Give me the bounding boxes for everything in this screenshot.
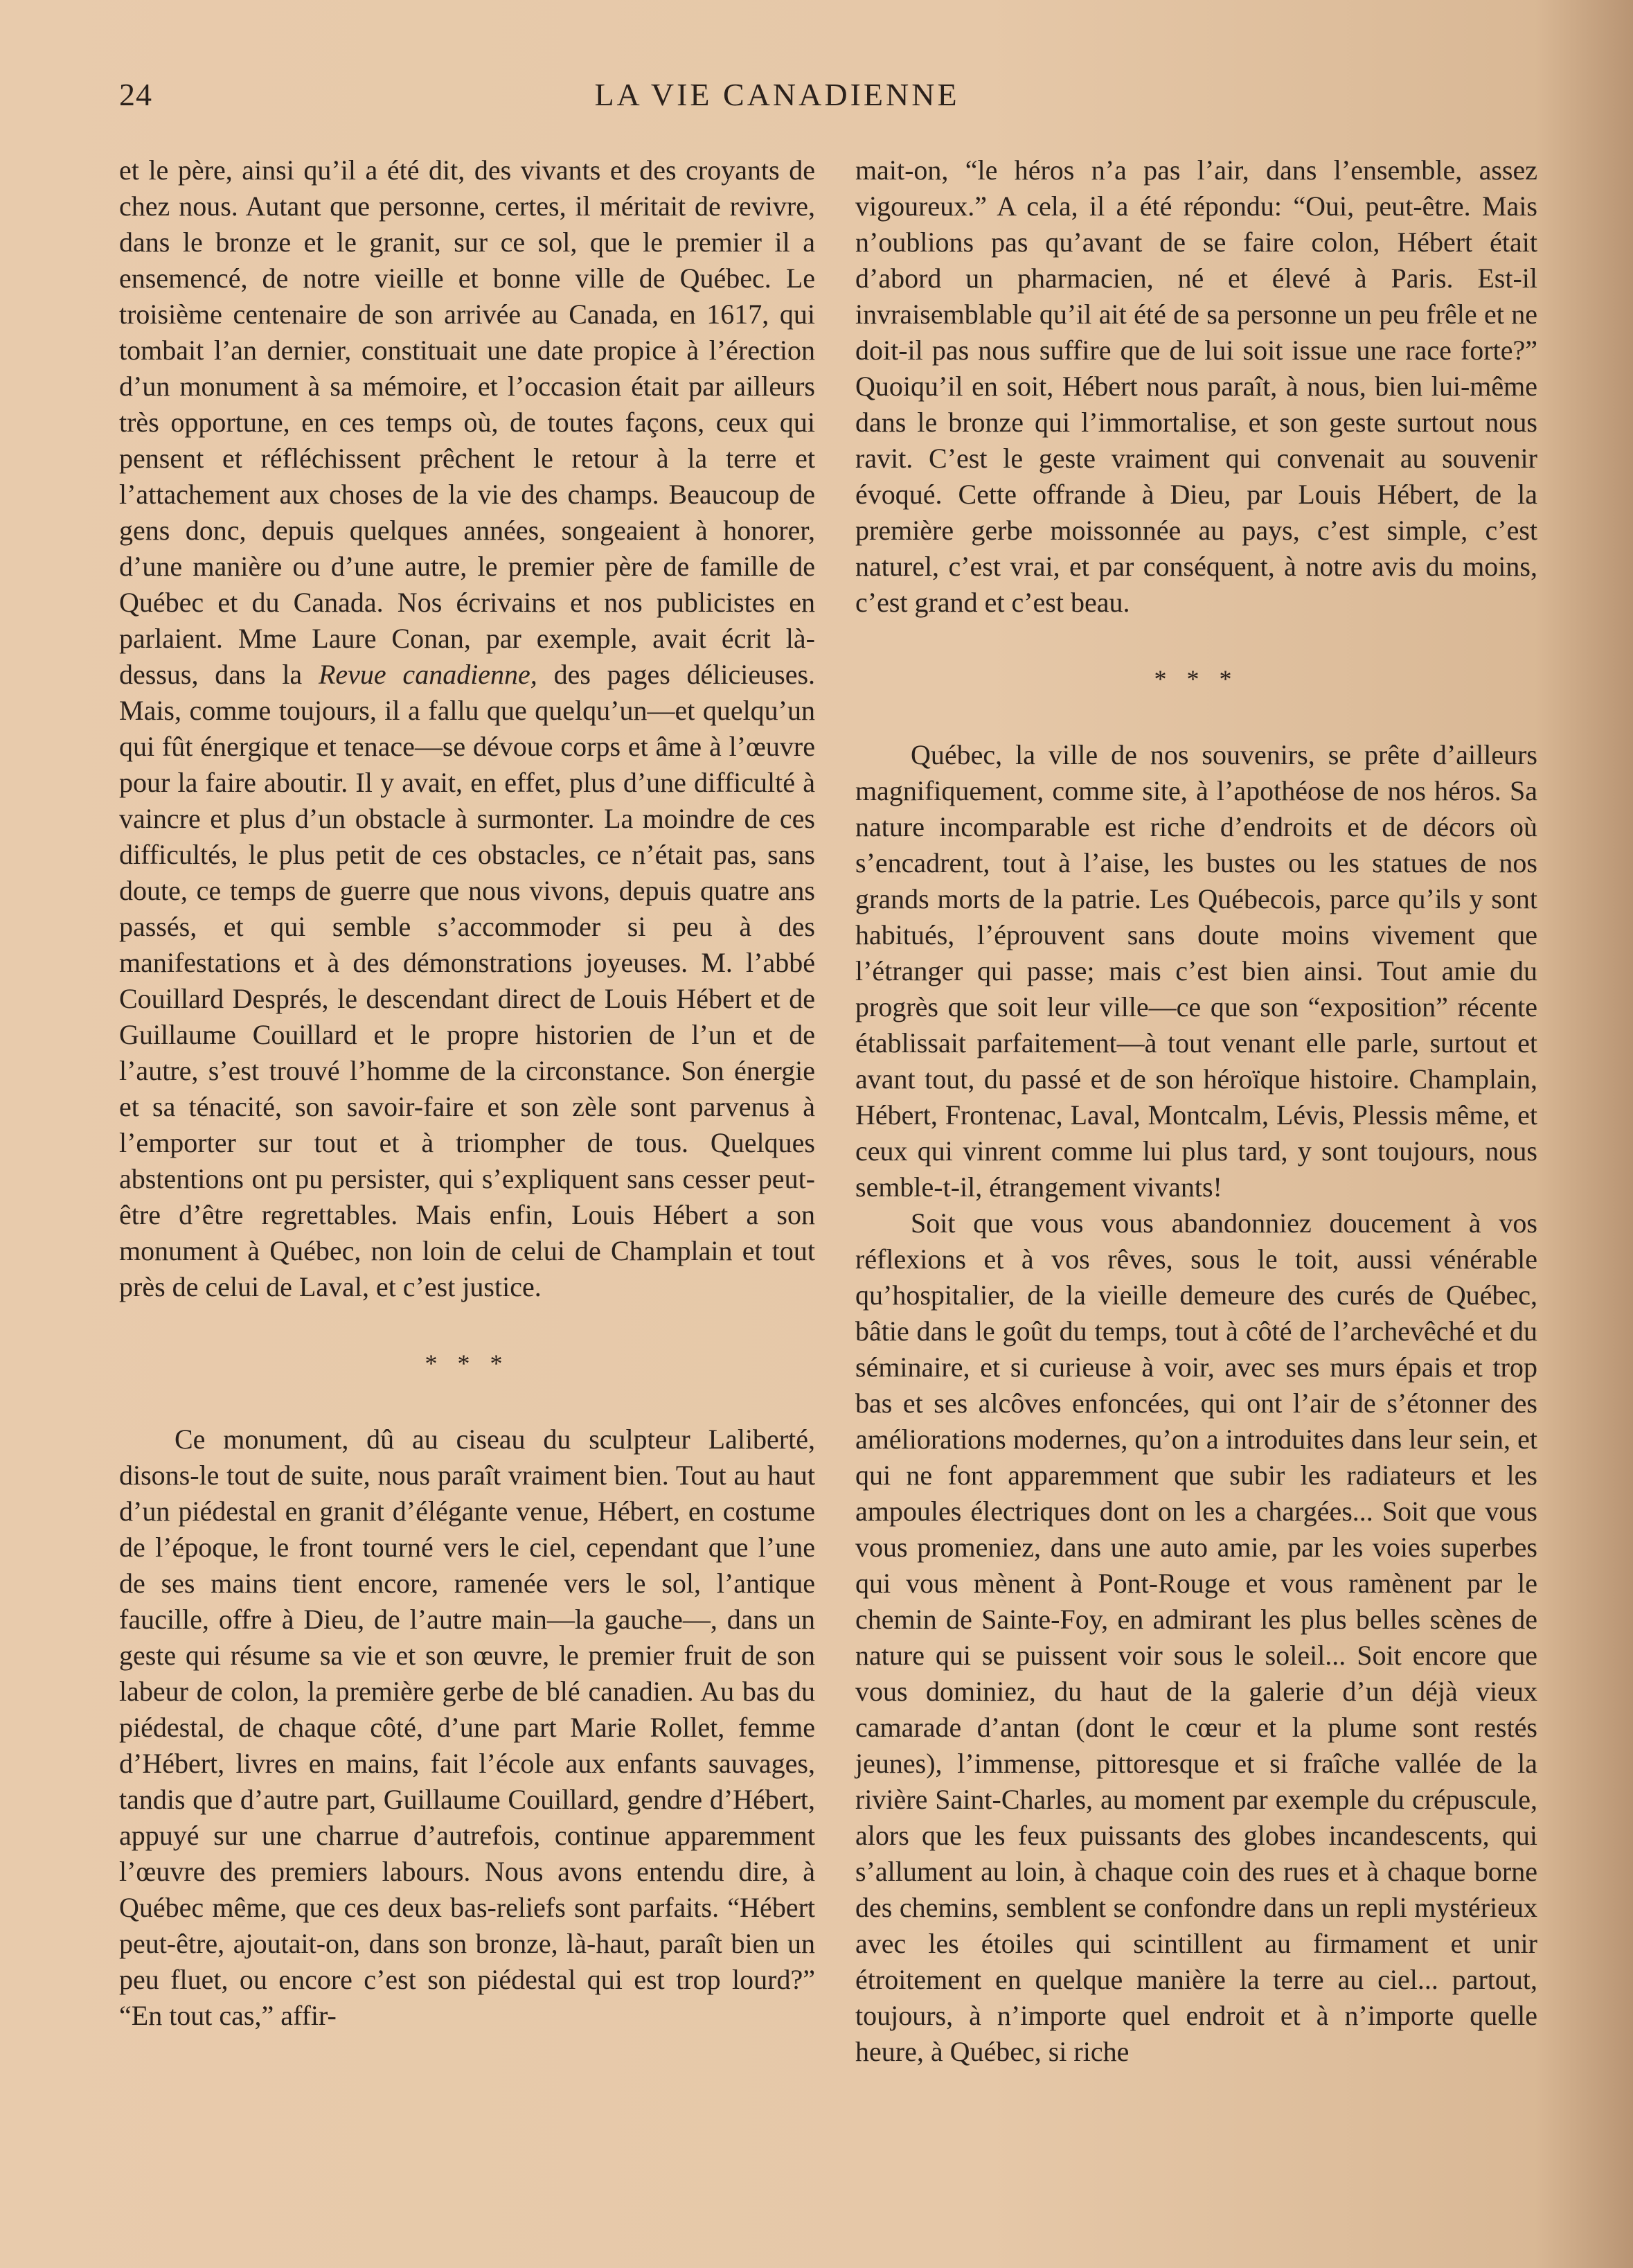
journal-title: LA VIE CANADIENNE [594, 77, 960, 112]
spacer [119, 1305, 815, 1341]
revue-canadienne-italic: Revue canadienne, [318, 659, 537, 690]
spacer [855, 621, 1537, 657]
left-paragraph-1-rest: des pages délicieuses. Mais, comme toujours, il a fallu que quelqu’un—et quelqu’un qui fût énergique et tenace—se dévoue corps et âme à l’œuvre pour la faire aboutir. Il y avait, en effet, plus d’une difficulté à vaincre et plus d’un obstacle à surmonter. La moindre de ces difficultés, le plus petit de ces obstacles, ce n’était pas, sans doute, ce temps de guerre que nous vivons, depuis quatre ans passés, et qui semble s’accommoder si peu à des manifestations et à des démonstrations joyeuses. M. l’abbé Couillard Després, le descendant direct de Louis Hébert et de Guillaume Couillard et le propre historien de l’un et de l’autre, s’est trouvé l’homme de la circonstance. Son énergie et sa ténacité, son savoir-faire et son zèle sont parvenus à l’emporter sur tout et à triompher de tous. Quelques abstentions ont pu persister, qui s’expliquent sans cesser peut-être d’être regrettables. Mais enfin, Louis Hébert a son monument à Québec, non loin de celui de Champlain et tout près de celui de Laval, et c’est justice. [119, 659, 816, 1302]
page-number: 24 [119, 77, 152, 112]
left-paragraph-1 [119, 152, 815, 1305]
spacer [855, 701, 1537, 737]
section-separator-right: * * * [1154, 665, 1239, 693]
spacer [119, 1385, 815, 1421]
right-paragraph-1: mait-on, “le héros n’a pas l’air, dans l’ensemble, assez vigoureux.” A cela, il a été répondu: “Oui, peut-être. Mais n’oublions pas qu’avant de se faire colon, Hébert était d’abord un pharmacien, né et élevé à Paris. Est-il invraisemblable qu’il ait été de sa personne un peu frêle et ne doit-il pas nous suffire que de lui soit issue une race forte?” Quoiqu’il en soit, Hébert nous paraît, à nous, bien lui-même dans le bronze qui l’immortalise, et son geste surtout nous ravit. C’est le geste vraiment qui convenait au souvenir évoqué. Cette offrande à Dieu, par Louis Hébert, de la première gerbe moissonnée au pays, c’est simple, c’est naturel, c’est vrai, et par conséquent, à notre avis du moins, c’est grand et c’est beau. [855, 154, 1537, 618]
left-paragraph-1-text: et le père, ainsi qu’il a été dit, des vivants et des croyants de chez nous. Autant que personne, certes, il méritait de revivre, dans le bronze et le granit, sur ce sol, que le premier il a ensemencé, de notre vieille et bonne ville de Québec. Le troisième centenaire de son arrivée au Canada, en 1617, qui tombait l’an dernier, constituait une date propice à l’érection d’un monument à sa mémoire, et l’occasion était par ailleurs très opportune, en ces temps où, de toutes façons, ceux qui pensent et réfléchissent prêchent le retour à la terre et l’attachement aux choses de la vie des champs. Beaucoup de gens donc, depuis quelques années, songeaient à honorer, d’une manière ou d’une autre, le premier père de famille de Québec et du Canada. Nos écrivains et nos publicistes en parlaient. Mme Laure Conan, par exemple, avait écrit là-dessus, dans la [119, 154, 815, 690]
page-header [119, 76, 1435, 125]
left-column [119, 152, 815, 2034]
right-column [855, 152, 1537, 2070]
right-paragraph-2: Québec, la ville de nos souvenirs, se prête d’ailleurs magnifiquement, comme site, à l’apothéose de nos héros. Sa nature incomparable est riche d’endroits et de décors où s’encadrent, tout à l’aise, les bustes ou les statues de nos grands morts de la patrie. Les Québecois, parce qu’ils y sont habitués, l’éprouvent sans doute moins vivement que l’étranger qui passe; mais c’est bien ainsi. Tout amie du progrès que soit leur ville—ce que son “exposition” récente établissait parfaitement—à tout venant elle parle, surtout et avant tout, du passé et de son héroïque histoire. Champlain, Hébert, Frontenac, Laval, Montcalm, Lévis, Plessis même, et ceux qui vinrent comme lui plus tard, y sont toujours, nous semble-t-il, étrangement vivants! [855, 739, 1537, 1203]
left-paragraph-2: Ce monument, dû au ciseau du sculpteur Laliberté, disons-le tout de suite, nous paraît vraiment bien. Tout au haut d’un piédestal en granit d’élégante venue, Hébert, en costume de l’époque, le front tourné vers le ciel, cependant que l’une de ses mains tient encore, ramenée vers le sol, l’antique faucille, offre à Dieu, de l’autre main—la gauche—, dans un geste qui résume sa vie et son œuvre, le premier fruit de son labeur de colon, la première gerbe de blé canadien. Au bas du piédestal, de chaque côté, d’une part Marie Rollet, femme d’Hébert, livres en mains, fait l’école aux enfants sauvages, tandis que d’autre part, Guillaume Couillard, gendre d’Hébert, appuyé sur une charrue d’autrefois, continue apparemment l’œuvre des premiers labours. Nous avons entendu dire, à Québec même, que ces deux bas-reliefs sont parfaits. “Hébert peut-être, ajoutait-on, dans son bronze, là-haut, paraît bien un peu fluet, ou encore c’est son piédestal qui est trop lourd?” “En tout cas,” affir- [119, 1424, 815, 2031]
right-paragraph-3: Soit que vous vous abandonniez doucement à vos réflexions et à vos rêves, sous le toit, aussi vénérable qu’hospitalier, de la vieille demeure des curés de Québec, bâtie dans le goût du temps, tout à côté de l’archevêché et du séminaire, et si curieuse à voir, avec ses murs épais et trop bas et ses alcôves enfoncées, qui ont l’air de s’étonner des améliorations modernes, qu’on a introduites dans leur sein, et qui ne font apparemment que subir les radiateurs et les ampoules électriques dont on les a chargées... Soit que vous vous promeniez, dans une auto amie, par les voies superbes qui vous mènent à Pont-Rouge et vous ramènent par le chemin de Sainte-Foy, en admirant les plus belles scènes de nature qui se puissent voir sous le soleil... Soit encore que vous dominiez, du haut de la galerie d’un déjà vieux camarade d’antan (dont le cœur et la plume sont restés jeunes), l’immense, pittoresque et si fraîche vallée de la rivière Saint-Charles, au moment par exemple du crépuscule, alors que les feux puissants des globes incandescents, qui s’allument au loin, à chaque coin des rues et à chaque borne des chemins, semblent se confondre dans un repli mystérieux avec les étoiles qui scintillent au firmament et unir étroitement en quelque manière la terre au ciel... partout, toujours, à n’importe quel endroit et à n’importe quelle heure, à Québec, si riche [855, 1207, 1537, 2067]
section-separator-left: * * * [425, 1349, 510, 1377]
